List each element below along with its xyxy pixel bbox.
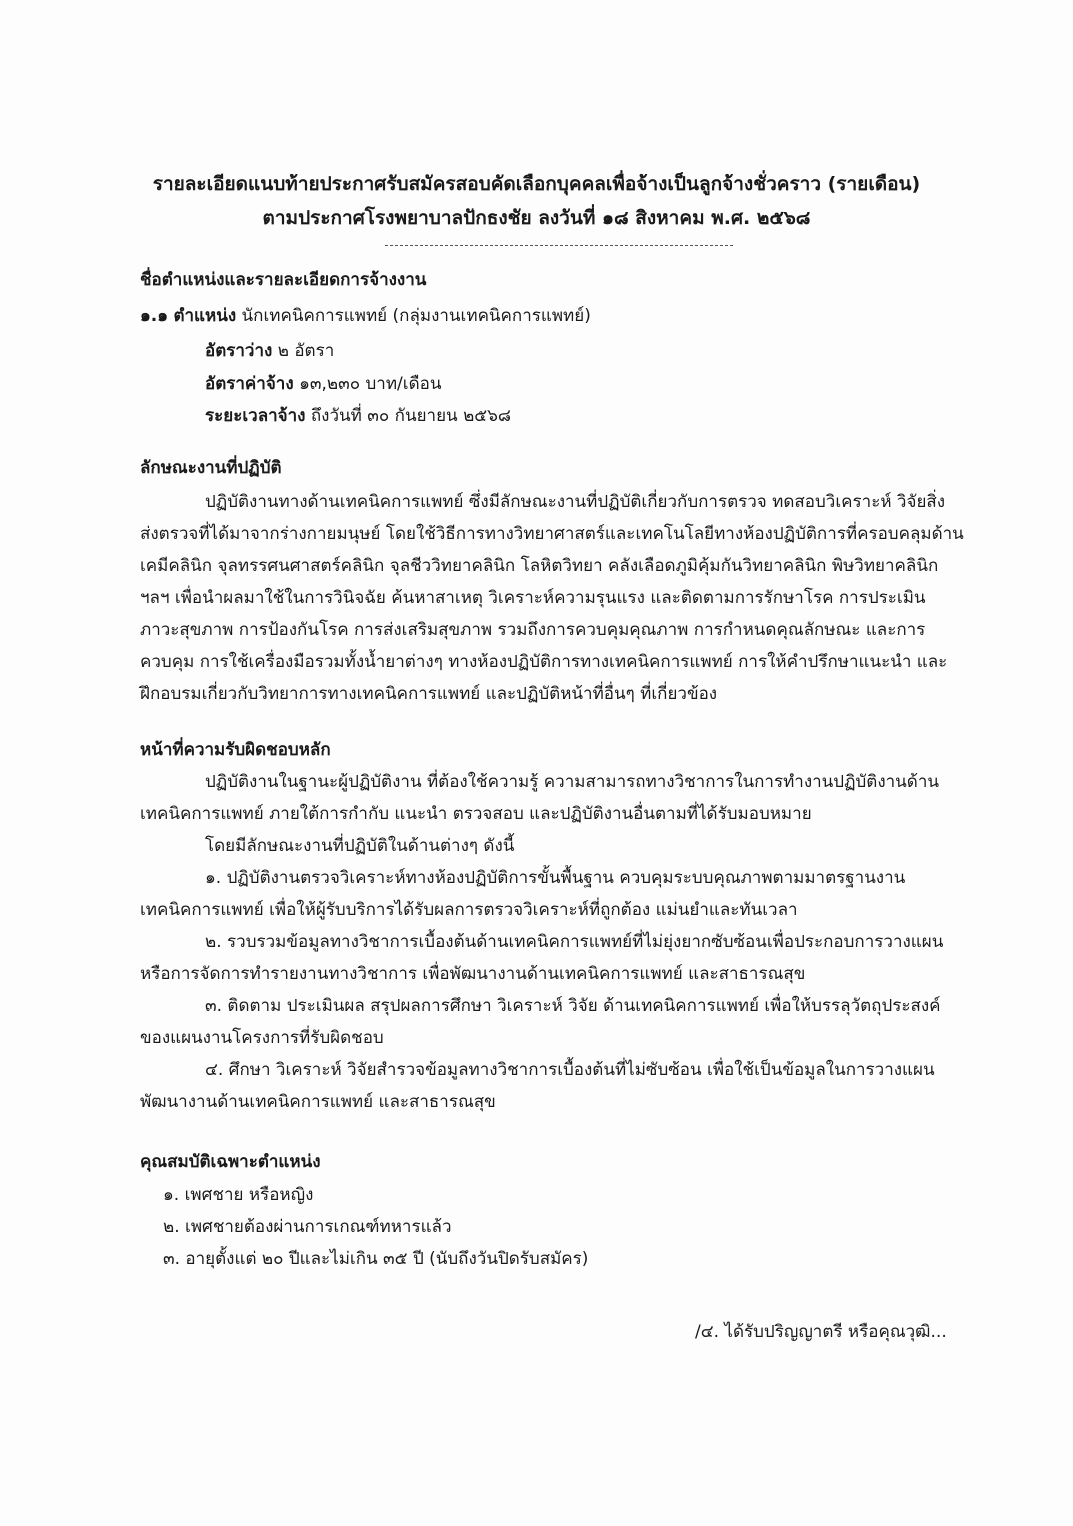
position-value: นักเทคนิคการแพทย์ (กลุ่มงานเทคนิคการแพทย์): [241, 306, 591, 326]
job-nature-line: ฯลฯ เพื่อนำผลมาใช้ในการวินิจฉัย ค้นหาสาเหตุ วิเคราะห์ความรุนแรง และติดตามการรักษาโรค การประเมิน: [140, 588, 926, 608]
responsibility-line: ปฏิบัติงานในฐานะผู้ปฏิบัติงาน ที่ต้องใช้ความรู้ ความสามารถทางวิชาการในการทำงานปฏิบัติงานด้าน: [205, 772, 940, 792]
responsibility-line: เทคนิคการแพทย์ ภายใต้การกำกับ แนะนำ ตรวจสอบ และปฏิบัติงานอื่นตามที่ได้รับมอบหมาย: [140, 804, 812, 824]
responsibility-line: หรือการจัดการทำรายงานทางวิชาการ เพื่อพัฒนางานด้านเทคนิคการแพทย์ และสาธารณสุข: [140, 964, 806, 984]
responsibility-line: พัฒนางานด้านเทคนิคการแพทย์ และสาธารณสุข: [140, 1092, 496, 1112]
qualifications-heading: คุณสมบัติเฉพาะตำแหน่ง: [140, 1152, 321, 1172]
vacancy-row: [205, 339, 334, 363]
vacancy-value: ๒ อัตรา: [277, 341, 335, 361]
qualification-item: ๑. เพศชาย หรือหญิง: [163, 1185, 314, 1205]
vacancy-label: อัตราว่าง: [205, 341, 273, 361]
document-title-line1: รายละเอียดแนบท้ายประกาศรับสมัครสอบคัดเลือกบุคคลเพื่อจ้างเป็นลูกจ้างชั่วคราว (รายเดือน): [152, 173, 921, 195]
job-nature-heading: ลักษณะงานที่ปฏิบัติ: [140, 458, 282, 478]
job-nature-line: ปฏิบัติงานทางด้านเทคนิคการแพทย์ ซึ่งมีลักษณะงานที่ปฏิบัติเกี่ยวกับการตรวจ ทดสอบวิเคราะห์ วิจัยสิ่ง: [205, 492, 946, 512]
job-nature-line: ภาวะสุขภาพ การป้องกันโรค การส่งเสริมสุขภาพ รวมถึงการควบคุมคุณภาพ การกำหนดคุณลักษณะ และการ: [140, 620, 926, 640]
responsibility-line: เทคนิคการแพทย์ เพื่อให้ผู้รับบริการได้รับผลการตรวจวิเคราะห์ที่ถูกต้อง แม่นยำและทันเวลา: [140, 900, 798, 920]
position-row: [140, 304, 591, 328]
period-value: ถึงวันที่ ๓๐ กันยายน ๒๕๖๘: [310, 406, 512, 426]
job-nature-line: ส่งตรวจที่ได้มาจากร่างกายมนุษย์ โดยใช้วิธีการทางวิทยาศาสตร์และเทคโนโลยีทางห้องปฏิบัติการที่ครอบคลุมด้าน: [140, 524, 964, 544]
document-title-line2: ตามประกาศโรงพยาบาลปักธงชัย ลงวันที่ ๑๘ สิงหาคม พ.ศ. ๒๕๖๘: [262, 207, 811, 229]
period-row: [205, 404, 511, 428]
title-divider: [385, 245, 733, 246]
salary-label: อัตราค่าจ้าง: [205, 374, 294, 394]
responsibility-line: ๒. รวบรวมข้อมูลทางวิชาการเบื้องต้นด้านเทคนิคการแพทย์ที่ไม่ยุ่งยากซับซ้อนเพื่อประกอบการวางแผน: [205, 932, 944, 952]
job-nature-line: ฝึกอบรมเกี่ยวกับวิทยาการทางเทคนิคการแพทย์ และปฏิบัติหน้าที่อื่นๆ ที่เกี่ยวข้อง: [140, 684, 718, 704]
period-label: ระยะเวลาจ้าง: [205, 406, 306, 426]
responsibilities-heading: หน้าที่ความรับผิดชอบหลัก: [140, 740, 331, 760]
responsibility-line: ของแผนงานโครงการที่รับผิดชอบ: [140, 1028, 384, 1048]
continuation-note: /๔. ได้รับปริญญาตรี หรือคุณวุฒิ...: [695, 1322, 947, 1342]
qualification-item: ๒. เพศชายต้องผ่านการเกณฑ์ทหารแล้ว: [163, 1217, 452, 1237]
salary-value: ๑๓,๒๓๐ บาท/เดือน: [299, 374, 442, 394]
responsibility-line: โดยมีลักษณะงานที่ปฏิบัติในด้านต่างๆ ดังนี้: [205, 836, 515, 856]
job-nature-line: เคมีคลินิก จุลทรรศนศาสตร์คลินิก จุลชีววิทยาคลินิก โลหิตวิทยา คลังเลือดภูมิคุ้มกันวิทยาคลินิก พิษวิทยาคลินิก: [140, 556, 939, 576]
salary-row: [205, 372, 441, 396]
position-section-heading: ชื่อตำแหน่งและรายละเอียดการจ้างงาน: [140, 270, 427, 290]
qualification-item: ๓. อายุตั้งแต่ ๒๐ ปีและไม่เกิน ๓๕ ปี (นับถึงวันปิดรับสมัคร): [163, 1249, 589, 1269]
position-label: ตำแหน่ง: [173, 306, 237, 326]
responsibility-line: ๔. ศึกษา วิเคราะห์ วิจัยสำรวจข้อมูลทางวิชาการเบื้องต้นที่ไม่ซับซ้อน เพื่อใช้เป็นข้อมูลในการวางแผน: [205, 1060, 935, 1080]
responsibility-line: ๑. ปฏิบัติงานตรวจวิเคราะห์ทางห้องปฏิบัติการขั้นพื้นฐาน ควบคุมระบบคุณภาพตามมาตรฐานงาน: [205, 868, 906, 888]
position-number: ๑.๑: [140, 306, 169, 326]
job-nature-line: ควบคุม การใช้เครื่องมือรวมทั้งน้ำยาต่างๆ ทางห้องปฏิบัติการทางเทคนิคการแพทย์ การให้คำปรึกษาแนะนำ และ: [140, 652, 948, 672]
responsibility-line: ๓. ติดตาม ประเมินผล สรุปผลการศึกษา วิเคราะห์ วิจัย ด้านเทคนิคการแพทย์ เพื่อให้บรรลุวัตถุประสงค์: [205, 996, 941, 1016]
